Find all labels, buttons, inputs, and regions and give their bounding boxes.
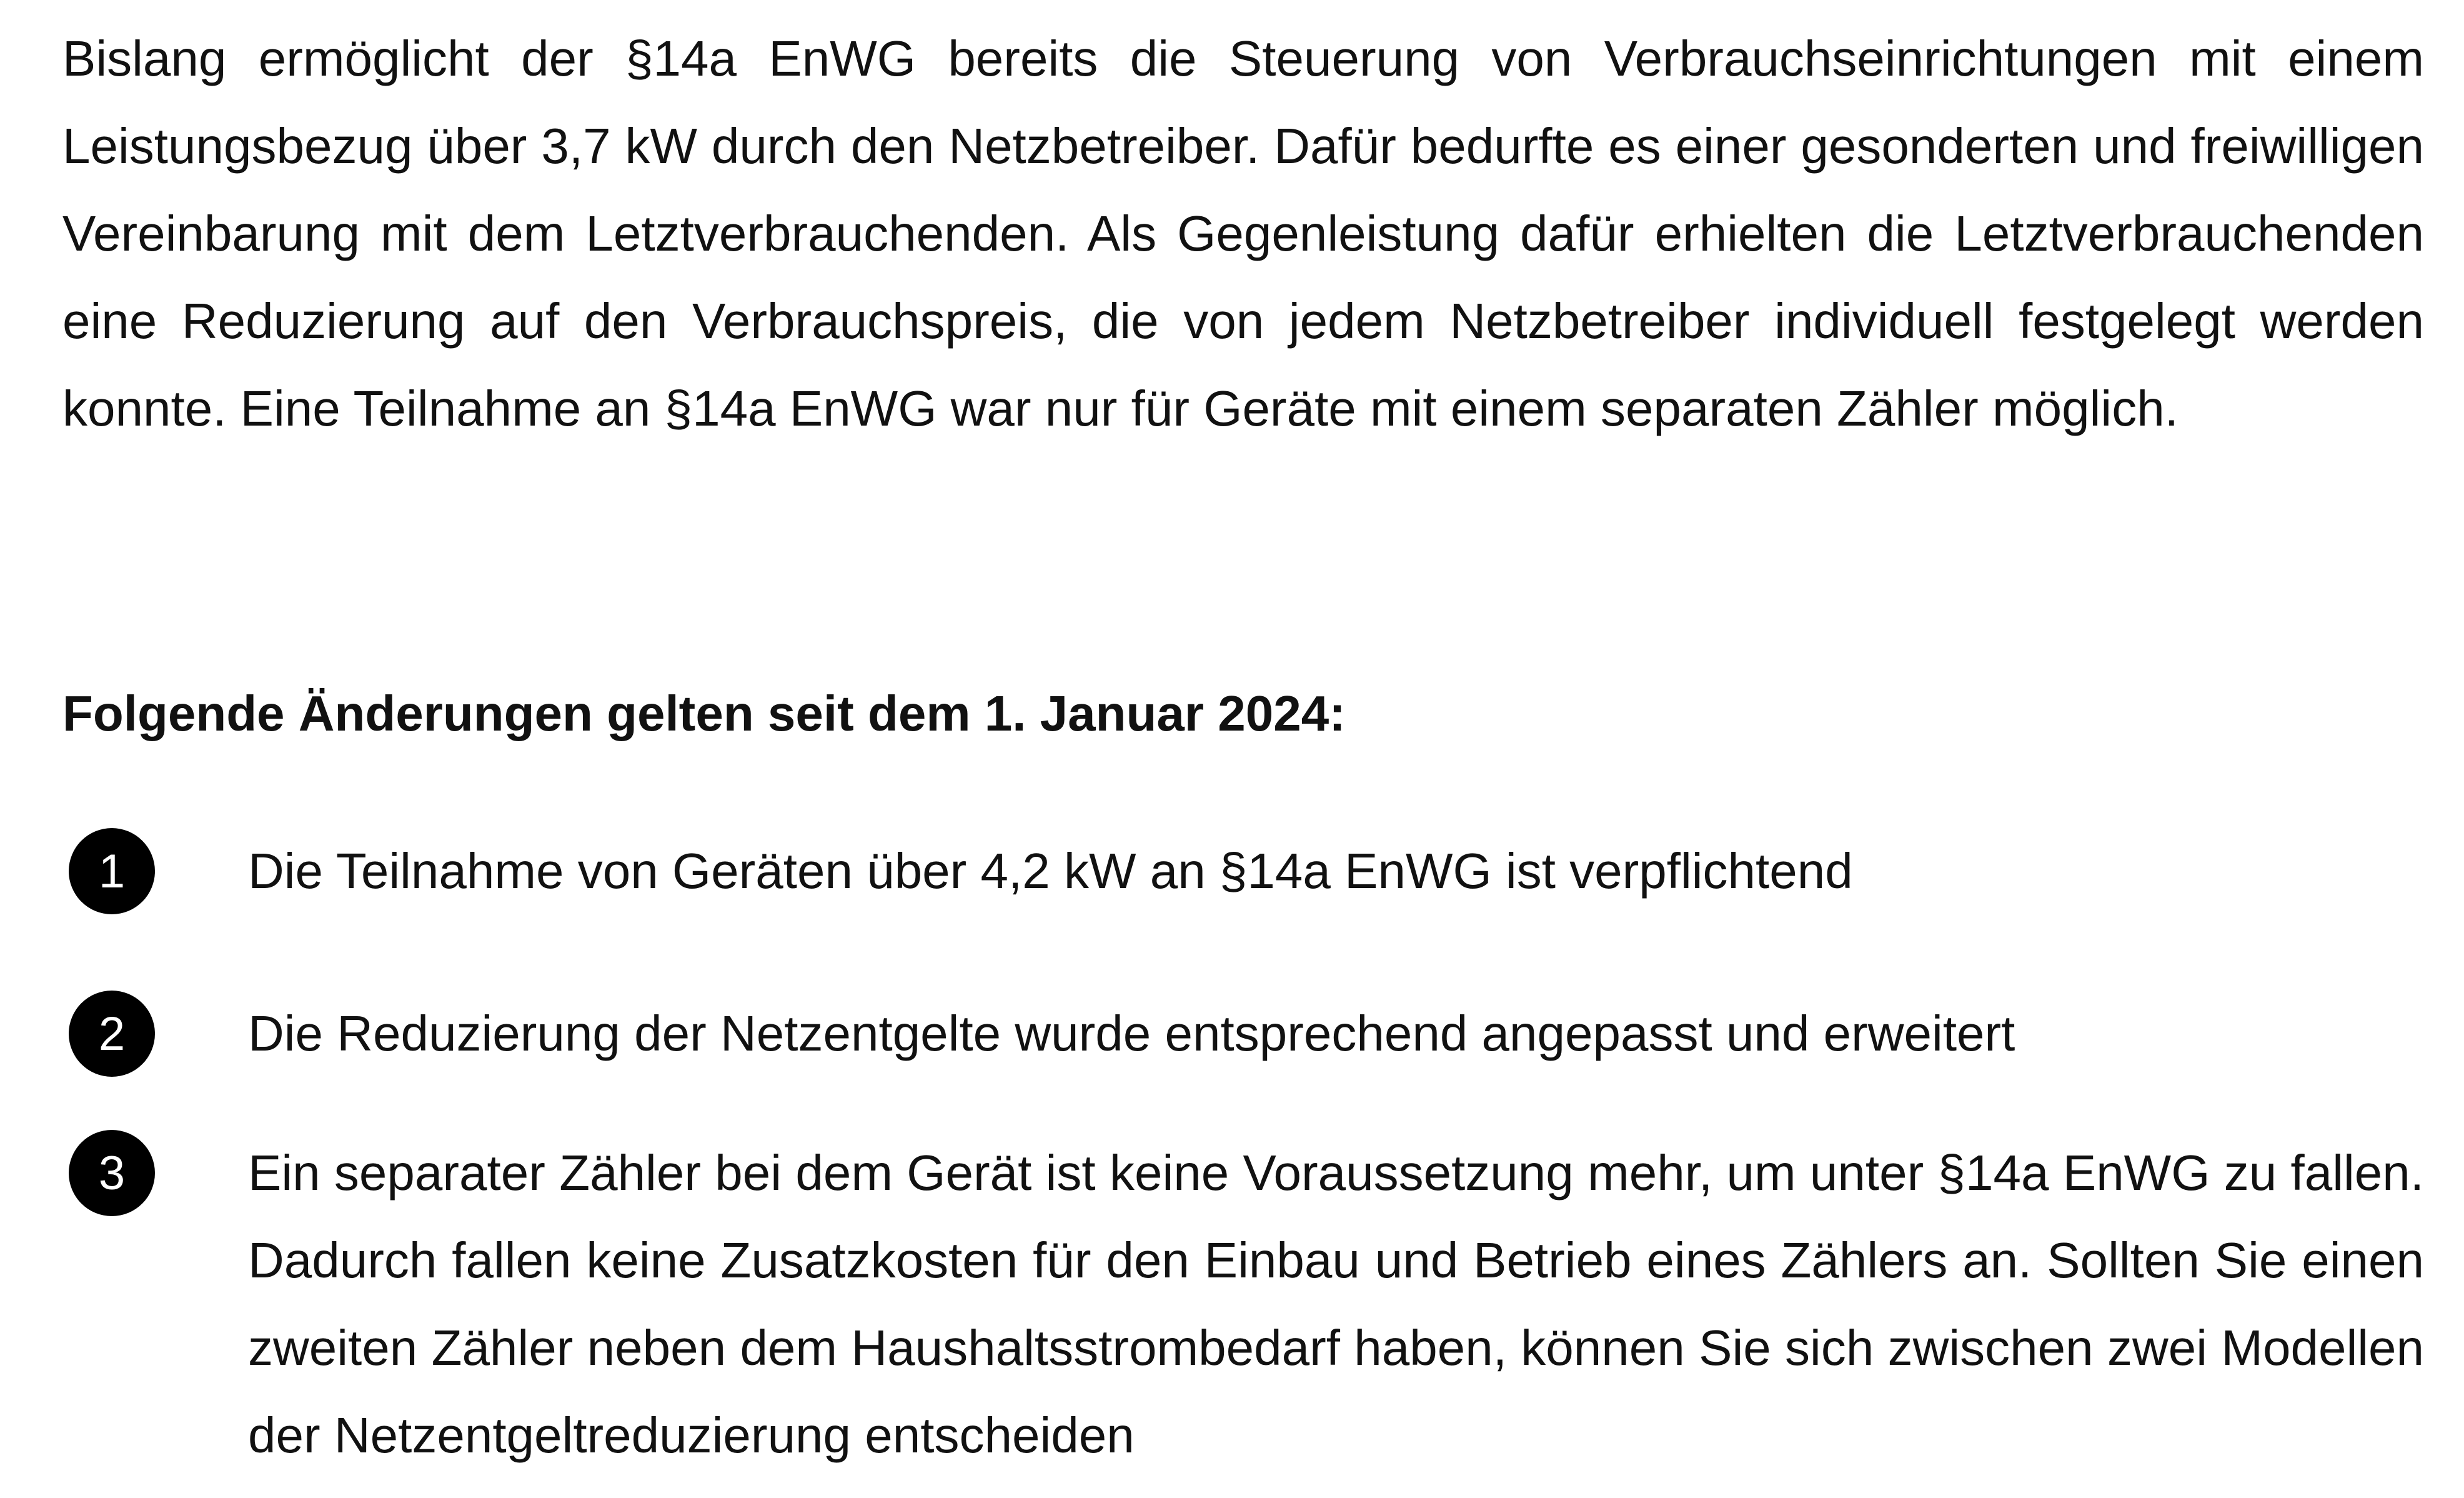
document-page [62, 15, 2424, 1463]
number-1-badge-icon: 1 [69, 828, 155, 914]
number-3-badge-icon: 3 [69, 1130, 155, 1216]
intro-paragraph: Bislang ermöglicht der §14a EnWG bereits die Steuerung von Verbrauchseinrichtungen mit einem Leistungsbezug über 3,7 kW durch den Netzbetreiber. Dafür bedurfte es einer gesonderten und freiwilligen Vereinbarung mit dem Letztverbrauchenden. Als Gegenleistung dafür erhielten die Letztverbrauchenden eine Reduzierung auf den Verbrauchspreis, die von jedem Netzbetreiber individuell festgelegt werden konnte. Eine Teilnahme an §14a EnWG war nur für Geräte mit einem separaten Zähler möglich. [62, 31, 2424, 436]
changes-heading: Folgende Änderungen gelten seit dem 1. Januar 2024: [62, 686, 1346, 741]
change-item-text: Ein separater Zähler bei dem Gerät ist keine Voraussetzung mehr, um unter §14a EnWG zu fallen. Dadurch fallen keine Zusatzkosten für den Einbau und Betrieb eines Zählers an. Sollten Sie einen zweiten Zähler neben dem Haushaltsstrombedarf haben, können Sie sich zwischen zwei Modellen der Netzentgeltreduzierung entscheiden [248, 1145, 2424, 1463]
number-2-badge-icon: 2 [69, 991, 155, 1077]
change-item-text: Die Teilnahme von Geräten über 4,2 kW an §14a EnWG ist verpflichtend [248, 843, 1853, 899]
change-item-text: Die Reduzierung der Netzentgelte wurde entsprechend angepasst und erweitert [248, 1006, 2015, 1061]
